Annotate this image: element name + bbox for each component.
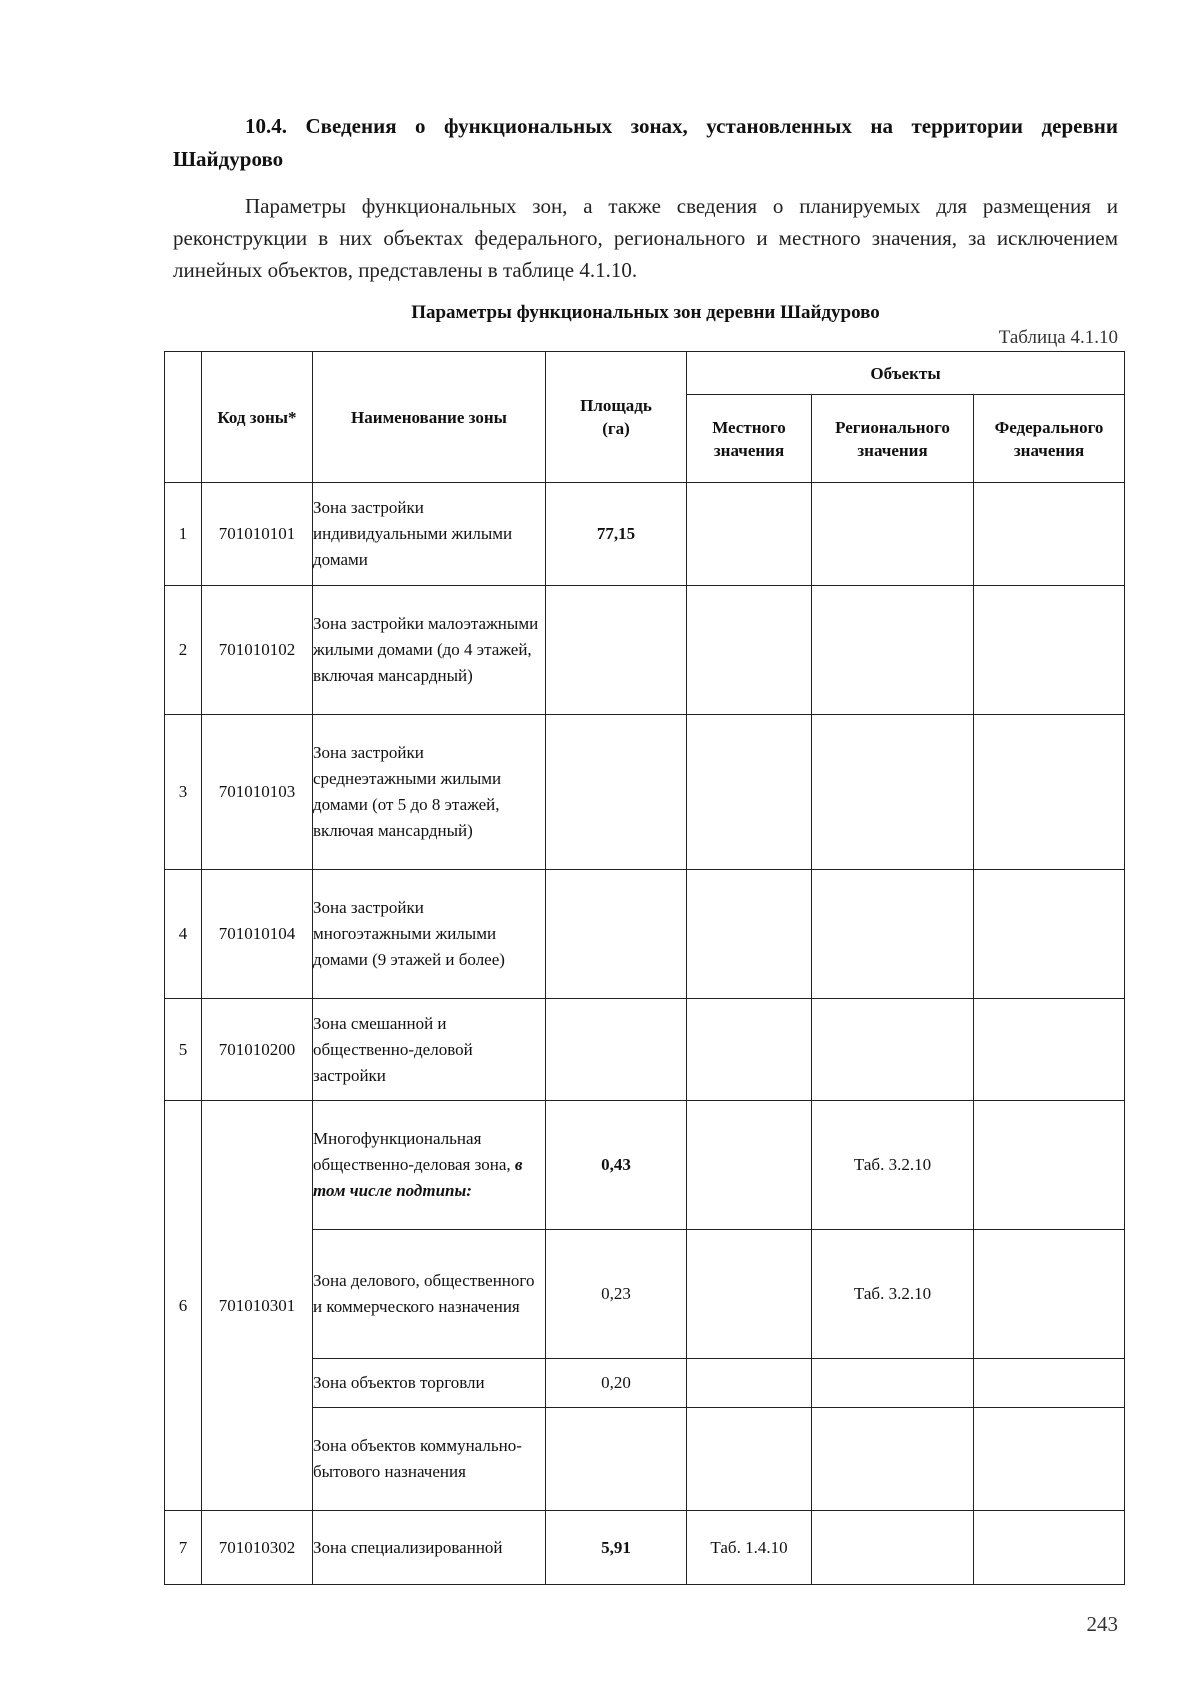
- table-caption: Параметры функциональных зон деревни Шайдурово: [411, 302, 880, 323]
- local-objects: [687, 715, 812, 870]
- zone-area: [546, 870, 687, 999]
- header-area-label: Площадь (га): [580, 396, 652, 438]
- federal-objects: [974, 1408, 1125, 1511]
- header-local: [687, 395, 812, 483]
- page-number: 243: [1086, 1612, 1118, 1636]
- row-number: 6: [165, 1101, 202, 1511]
- table-label: Таблица 4.1.10: [998, 327, 1118, 348]
- federal-objects: [974, 483, 1125, 586]
- zone-area: [546, 715, 687, 870]
- zone-name-subtypes-note: в том числе подтипы:: [313, 1155, 523, 1200]
- table-row: [165, 870, 1125, 999]
- federal-objects: [974, 586, 1125, 715]
- federal-objects: [974, 1101, 1125, 1230]
- row-number: 5: [165, 999, 202, 1101]
- zone-name: Зона объектов коммунально-бытового назначения: [313, 1408, 546, 1511]
- local-objects: [687, 870, 812, 999]
- zone-code: 701010104: [202, 870, 313, 999]
- zone-code: 701010102: [202, 586, 313, 715]
- zone-code: 701010103: [202, 715, 313, 870]
- zone-area: [546, 586, 687, 715]
- header-local-label: Местного значения: [712, 417, 786, 460]
- table-row: [165, 999, 1125, 1101]
- zone-name: Зона смешанной и общественно-деловой застройки: [313, 999, 546, 1101]
- regional-objects: [812, 1408, 974, 1511]
- zone-code: 701010302: [202, 1511, 313, 1585]
- header-code: Код зоны*: [202, 352, 313, 483]
- row-number: 2: [165, 586, 202, 715]
- regional-objects: Таб. 3.2.10: [812, 1230, 974, 1359]
- header-regional: [812, 395, 974, 483]
- header-name: Наименование зоны: [313, 352, 546, 483]
- table-row: [165, 715, 1125, 870]
- local-objects: [687, 999, 812, 1101]
- header-objects: Объекты: [687, 352, 1125, 395]
- local-objects: Таб. 1.4.10: [687, 1511, 812, 1585]
- zone-name: Зона застройки индивидуальными жилыми домами: [313, 483, 546, 586]
- table-row: [165, 1101, 1125, 1230]
- header-federal: [974, 395, 1125, 483]
- table-header-row: [165, 352, 1125, 395]
- regional-objects: [812, 483, 974, 586]
- regional-objects: [812, 1511, 974, 1585]
- zone-code: 701010101: [202, 483, 313, 586]
- regional-objects: [812, 586, 974, 715]
- row-number: 4: [165, 870, 202, 999]
- zone-name: Зона застройки малоэтажными жилыми домами (до 4 этажей, включая мансардный): [313, 586, 546, 715]
- federal-objects: [974, 715, 1125, 870]
- zones-table: [164, 351, 1125, 1585]
- header-num: [165, 352, 202, 483]
- local-objects: [687, 1359, 812, 1408]
- table-row: [165, 483, 1125, 586]
- zone-name: Зона объектов торговли: [313, 1359, 546, 1408]
- zone-code: 701010301: [202, 1101, 313, 1511]
- intro-paragraph: Параметры функциональных зон, а также сведения о планируемых для размещения и реконструкции в них объектах федерального, регионального и местного значения, за исключением линейных объектов, представлены в таблице 4.1.10.: [173, 194, 1118, 282]
- local-objects: [687, 586, 812, 715]
- federal-objects: [974, 1359, 1125, 1408]
- header-regional-label: Регионального значения: [835, 417, 950, 460]
- federal-objects: [974, 1511, 1125, 1585]
- zone-area: 5,91: [546, 1511, 687, 1585]
- regional-objects: [812, 999, 974, 1101]
- zone-name: Зона застройки многоэтажными жилыми домами (9 этажей и более): [313, 870, 546, 999]
- zone-area: [546, 1408, 687, 1511]
- regional-objects: [812, 1359, 974, 1408]
- local-objects: [687, 483, 812, 586]
- zone-name: Зона застройки среднеэтажными жилыми домами (от 5 до 8 этажей, включая мансардный): [313, 715, 546, 870]
- table-row: [165, 586, 1125, 715]
- zone-area: 0,23: [546, 1230, 687, 1359]
- zone-name: [313, 1101, 546, 1230]
- header-federal-label: Федерального значения: [994, 417, 1104, 460]
- local-objects: [687, 1101, 812, 1230]
- header-area: [546, 352, 687, 483]
- row-number: 3: [165, 715, 202, 870]
- local-objects: [687, 1230, 812, 1359]
- zone-area: 0,43: [546, 1101, 687, 1230]
- local-objects: [687, 1408, 812, 1511]
- section-heading: 10.4. Сведения о функциональных зонах, установленных на территории деревни Шайдурово: [173, 114, 1118, 171]
- regional-objects: [812, 870, 974, 999]
- row-number: 1: [165, 483, 202, 586]
- zone-code: 701010200: [202, 999, 313, 1101]
- regional-objects: [812, 715, 974, 870]
- federal-objects: [974, 999, 1125, 1101]
- table-row: [165, 1511, 1125, 1585]
- zone-area: 77,15: [546, 483, 687, 586]
- regional-objects: Таб. 3.2.10: [812, 1101, 974, 1230]
- zone-name: Зона специализированной: [313, 1511, 546, 1585]
- federal-objects: [974, 1230, 1125, 1359]
- zone-area: [546, 999, 687, 1101]
- zone-name: Зона делового, общественного и коммерческого назначения: [313, 1230, 546, 1359]
- federal-objects: [974, 870, 1125, 999]
- row-number: 7: [165, 1511, 202, 1585]
- zone-area: 0,20: [546, 1359, 687, 1408]
- zone-name-main: Многофункциональная общественно-деловая зона,: [313, 1129, 511, 1174]
